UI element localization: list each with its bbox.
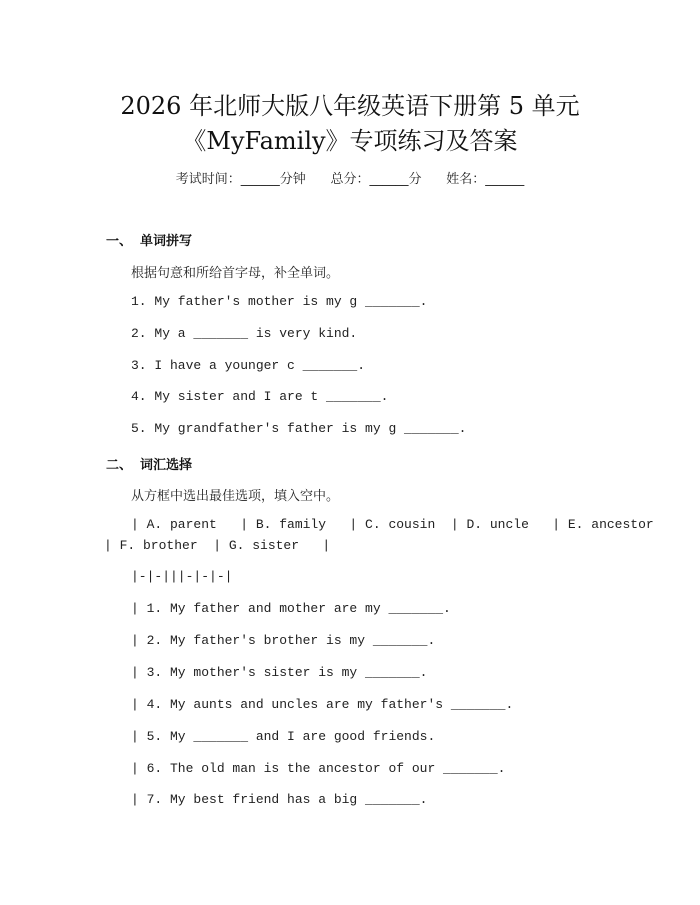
options-row-1: | A. parent | B. family | C. cousin | D. uncle | E. ancestor	[131, 517, 654, 532]
question-item: 4. My sister and I are t _______.	[131, 389, 389, 404]
section-1-title: 单词拼写	[140, 234, 193, 249]
question-item: | 7. My best friend has a big _______.	[131, 792, 428, 807]
question-item: 3. I have a younger c _______.	[131, 358, 366, 373]
section-1-number: 一、	[106, 234, 133, 249]
section-2-instruction: 从方框中选出最佳选项，填入空中。	[131, 489, 340, 504]
question-item: | 1. My father and mother are my _______.	[131, 601, 451, 616]
document-title-line-2: 《MyFamily》专项练习及答案	[182, 127, 518, 155]
options-row-2: | F. brother | G. sister |	[104, 538, 331, 553]
exam-meta-line: 考试时间：______分钟 总分：______分 姓名：______	[175, 172, 525, 187]
question-item: | 3. My mother's sister is my _______.	[131, 665, 428, 680]
table-separator: |-|-|||-|-|-|	[131, 569, 233, 584]
section-1-heading	[106, 230, 192, 249]
section-2-title: 词汇选择	[140, 458, 193, 473]
question-item: | 6. The old man is the ancestor of our _______.	[131, 761, 506, 776]
question-item: 2. My a _______ is very kind.	[131, 326, 358, 341]
question-item: 1. My father's mother is my g _______.	[131, 294, 428, 309]
section-2-number: 二、	[106, 458, 133, 473]
section-2-heading	[106, 454, 192, 473]
question-item: | 2. My father's brother is my _______.	[131, 633, 436, 648]
question-item: 5. My grandfather's father is my g _______.	[131, 421, 467, 436]
question-item: | 5. My _______ and I are good friends.	[131, 729, 436, 744]
question-item: | 4. My aunts and uncles are my father's _______.	[131, 697, 514, 712]
document-title-line-1: 2026 年北师大版八年级英语下册第 5 单元	[120, 92, 580, 120]
section-1-instruction: 根据句意和所给首字母，补全单词。	[131, 266, 340, 281]
